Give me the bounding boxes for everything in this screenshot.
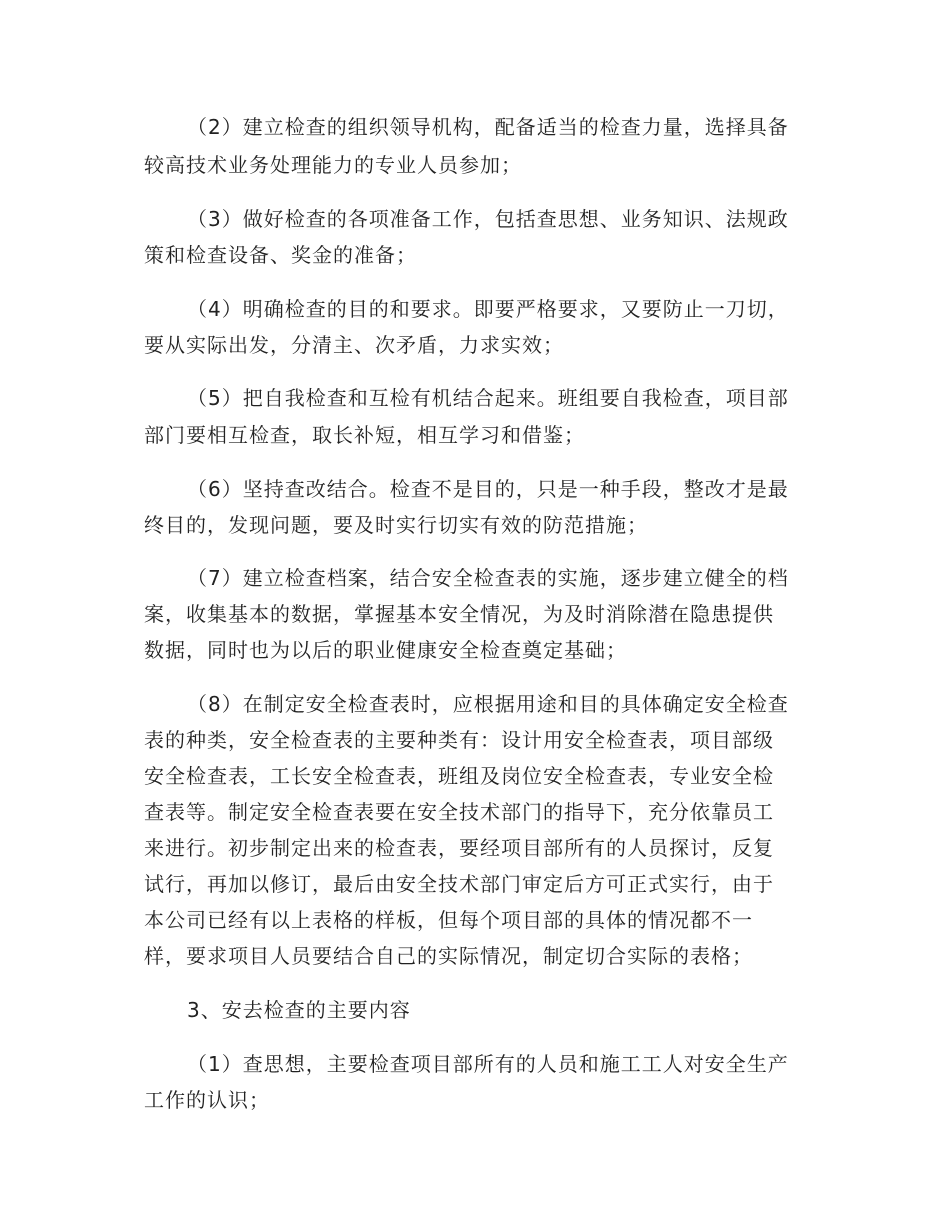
paragraph-8-line-3: 安全检查表，工长安全检查表，班组及岗位安全检查表，专业安全检: [144, 764, 774, 788]
paragraph-7-line-3: 数据，同时也为以后的职业健康安全检查奠定基础；: [144, 638, 627, 662]
section-heading: 3、安去检查的主要内容: [187, 998, 411, 1022]
paragraph-5-line-1: （5）把自我检查和互检有机结合起来。班组要自我检查，项目部: [187, 386, 789, 410]
paragraph-3-line-2: 策和检查设备、奖金的准备；: [144, 243, 417, 267]
paragraph-8-line-5: 来进行。初步制定出来的检查表，要经项目部所有的人员探讨，反复: [144, 836, 774, 860]
paragraph-7-line-1: （7）建立检查档案，结合安全检查表的实施，逐步建立健全的档: [187, 566, 789, 590]
paragraph-3-line-1: （3）做好检查的各项准备工作，包括查思想、业务知识、法规政: [187, 207, 789, 231]
paragraph-8-line-6: 试行，再加以修订，最后由安全技术部门审定后方可正式实行，由于: [144, 872, 774, 896]
paragraph-2-line-1: （2）建立检查的组织领导机构，配备适当的检查力量，选择具备: [187, 115, 789, 139]
paragraph-1-line-1: （1）查思想，主要检查项目部所有的人员和施工工人对安全生产: [187, 1052, 789, 1076]
paragraph-6-line-1: （6）坚持查改结合。检查不是目的，只是一种手段，整改才是最: [187, 477, 789, 501]
paragraph-4-line-1: （4）明确检查的目的和要求。即要严格要求，又要防止一刀切，: [187, 297, 789, 321]
paragraph-6-line-2: 终目的，发现问题，要及时实行切实有效的防范措施；: [144, 513, 648, 537]
paragraph-1-line-2: 工作的认识；: [144, 1088, 270, 1112]
paragraph-8-line-8: 样，要求项目人员要结合自己的实际情况，制定切合实际的表格；: [144, 944, 753, 968]
paragraph-8-line-1: （8）在制定安全检查表时，应根据用途和目的具体确定安全检查: [187, 692, 789, 716]
paragraph-2-line-2: 较高技术业务处理能力的专业人员参加；: [144, 153, 522, 177]
paragraph-8-line-7: 本公司已经有以上表格的样板，但每个项目部的具体的情况都不一: [144, 908, 753, 932]
paragraph-8-line-2: 表的种类，安全检查表的主要种类有：设计用安全检查表，项目部级: [144, 728, 774, 752]
paragraph-4-line-2: 要从实际出发，分清主、次矛盾，力求实效；: [144, 333, 564, 357]
paragraph-7-line-2: 案，收集基本的数据，掌握基本安全情况，为及时消除潜在隐患提供: [144, 602, 774, 626]
paragraph-5-line-2: 部门要相互检查，取长补短，相互学习和借鉴；: [144, 423, 585, 447]
paragraph-8-line-4: 查表等。制定安全检查表要在安全技术部门的指导下，充分依靠员工: [144, 800, 774, 824]
